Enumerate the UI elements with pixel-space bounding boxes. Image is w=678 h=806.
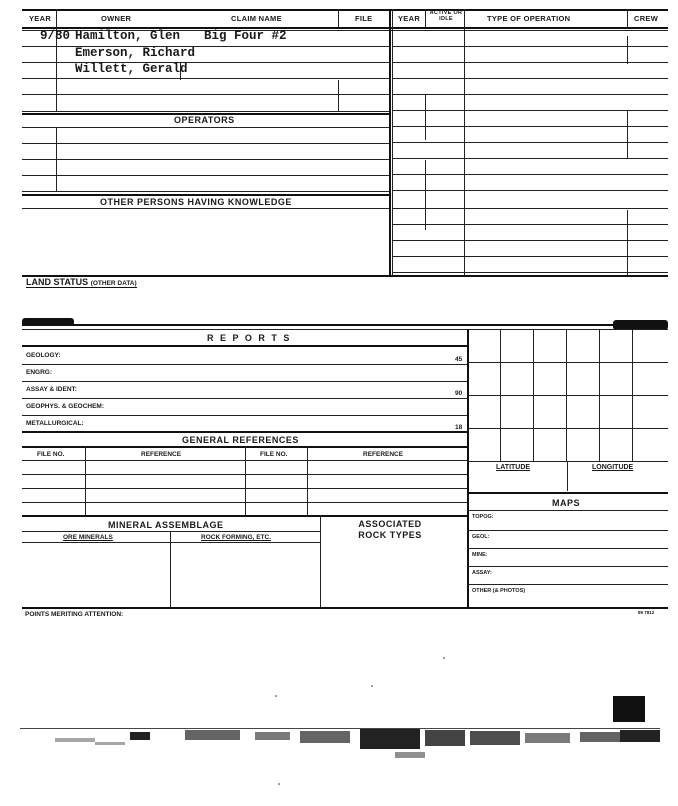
header-year: YEAR xyxy=(29,14,52,23)
longitude-label: LONGITUDE xyxy=(592,464,634,471)
ink-blot xyxy=(22,318,74,326)
latitude-label: LATITUDE xyxy=(496,464,531,471)
report-label: GEOLOGY: xyxy=(26,352,61,359)
report-count: 45 xyxy=(455,356,463,363)
maps-row-geol: GEOL: xyxy=(472,534,490,540)
header-type-of-operation: TYPE OF OPERATION xyxy=(487,14,571,23)
scan-noise xyxy=(0,640,678,806)
land-status-title: LAND STATUS xyxy=(26,277,89,287)
report-label: ASSAY & IDENT: xyxy=(26,386,77,393)
report-label: ENGRG: xyxy=(26,369,52,376)
maps-row-assay: ASSAY: xyxy=(472,570,492,576)
maps-row-mine: MINE: xyxy=(472,552,488,558)
other-persons-label: OTHER PERSONS HAVING KNOWLEDGE xyxy=(100,197,292,207)
points-meriting-attention: POINTS MERITING ATTENTION: xyxy=(25,611,124,618)
header-year-2: YEAR xyxy=(398,14,421,23)
record-owner: Emerson, Richard xyxy=(75,46,196,60)
mineral-assemblage-title: MINERAL ASSEMBLAGE xyxy=(108,520,224,530)
record-year: 9/80 xyxy=(40,29,71,43)
land-status-subtitle: (OTHER DATA) xyxy=(90,280,137,287)
land-status-label xyxy=(26,277,137,288)
ref-header-file-no: FILE NO. xyxy=(260,451,288,458)
header-crew: CREW xyxy=(634,14,659,23)
reports-title: R E P O R T S xyxy=(207,333,292,343)
maps-row-other: OTHER (& PHOTOS) xyxy=(472,588,526,594)
associated-rock-types-title: ASSOCIATED ROCK TYPES xyxy=(358,519,422,540)
record-owner: Hamilton, Glen xyxy=(75,29,181,43)
header-active-idle: ACTIVE OR IDLE xyxy=(429,10,463,22)
header-claim-name: CLAIM NAME xyxy=(231,14,282,23)
header-owner: OWNER xyxy=(101,14,132,23)
general-references-title: GENERAL REFERENCES xyxy=(182,435,299,445)
header-file: FILE xyxy=(355,14,373,23)
ref-header-file-no: FILE NO. xyxy=(37,451,65,458)
maps-row-topog: TOPOG: xyxy=(472,514,494,520)
ref-header-reference: REFERENCE xyxy=(141,451,182,458)
form-number: 89 7812 xyxy=(638,610,655,615)
record-owner: Willett, Gerald xyxy=(75,62,188,76)
report-label: METALLURGICAL: xyxy=(26,420,84,427)
ref-header-reference: REFERENCE xyxy=(363,451,404,458)
rock-forming-header: ROCK FORMING, ETC. xyxy=(201,534,272,541)
report-label: GEOPHYS. & GEOCHEM: xyxy=(26,403,105,410)
record-claim-name: Big Four #2 xyxy=(204,29,287,43)
report-count: 18 xyxy=(455,424,463,431)
maps-title: MAPS xyxy=(552,498,581,508)
report-count: 90 xyxy=(455,390,463,397)
ore-minerals-header: ORE MINERALS xyxy=(63,534,113,541)
operators-label: OPERATORS xyxy=(174,115,235,125)
